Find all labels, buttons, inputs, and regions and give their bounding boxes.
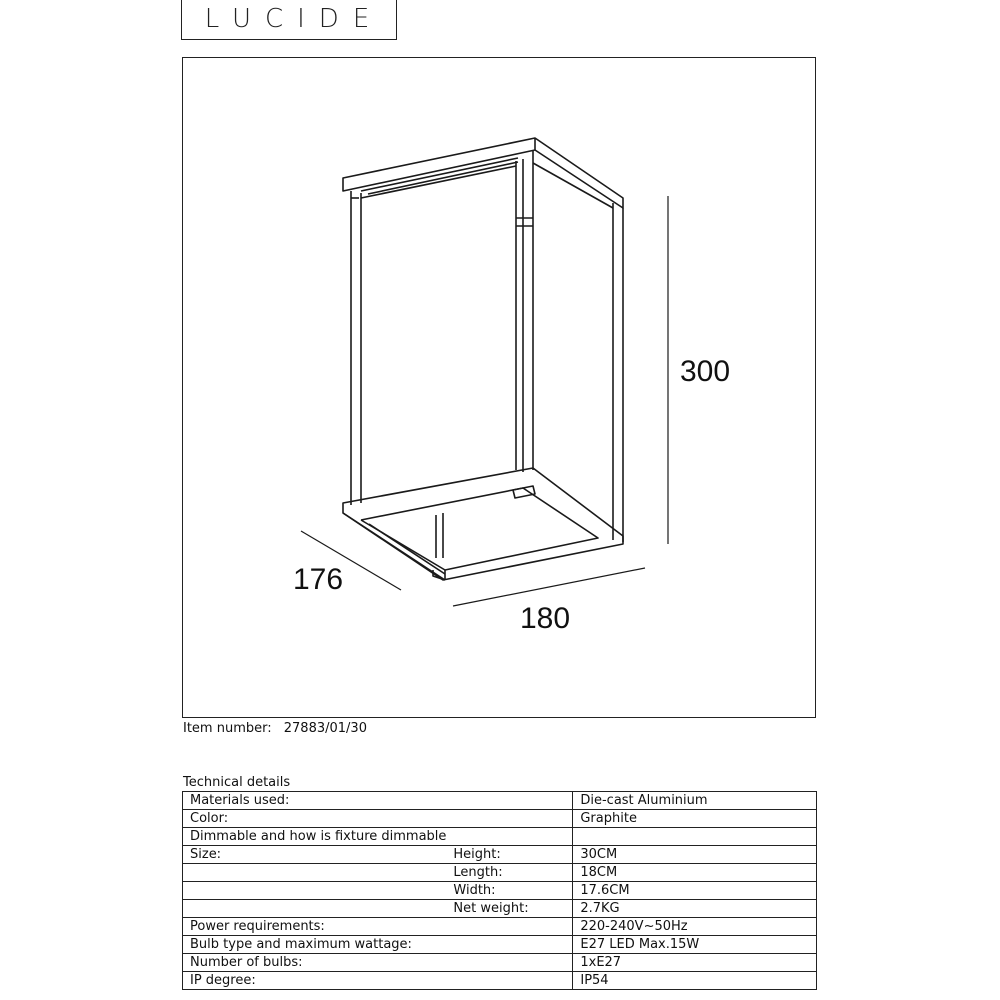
spec-value xyxy=(573,828,817,846)
lamp-base xyxy=(343,468,623,580)
item-number-value: 27883/01/30 xyxy=(283,721,367,736)
table-row xyxy=(183,936,817,954)
table-row xyxy=(183,792,817,810)
spec-sublabel xyxy=(446,828,572,846)
spec-label: Power requirements: xyxy=(183,918,447,936)
spec-value: 17.6CM xyxy=(573,882,817,900)
spec-sublabel: Length: xyxy=(446,864,572,882)
spec-sublabel xyxy=(446,972,572,990)
depth-dimension-label: 176 xyxy=(293,563,344,596)
brand-logo xyxy=(181,0,397,40)
spec-sublabel: Height: xyxy=(446,846,572,864)
table-row xyxy=(183,828,817,846)
spec-value: E27 LED Max.15W xyxy=(573,936,817,954)
spec-sublabel xyxy=(446,954,572,972)
spec-label: Number of bulbs: xyxy=(183,954,447,972)
spec-label: Size: xyxy=(183,846,447,864)
spec-label xyxy=(183,882,447,900)
spec-value: 220-240V~50Hz xyxy=(573,918,817,936)
spec-label: Color: xyxy=(183,810,447,828)
spec-sublabel: Width: xyxy=(446,882,572,900)
table-row xyxy=(183,954,817,972)
spec-value: 18CM xyxy=(573,864,817,882)
product-line-drawing xyxy=(183,58,817,719)
brand-logo-text: LUCIDE xyxy=(204,4,384,34)
spec-value: Graphite xyxy=(573,810,817,828)
table-row xyxy=(183,810,817,828)
spec-label: Bulb type and maximum wattage: xyxy=(183,936,447,954)
spec-label: Dimmable and how is fixture dimmable xyxy=(183,828,447,846)
table-row xyxy=(183,882,817,900)
spec-label xyxy=(183,900,447,918)
technical-details-title: Technical details xyxy=(183,775,291,790)
height-dimension-label: 300 xyxy=(680,355,731,388)
spec-value: 1xE27 xyxy=(573,954,817,972)
technical-details-table xyxy=(182,791,817,990)
table-row xyxy=(183,918,817,936)
product-drawing-frame xyxy=(182,57,816,718)
table-row xyxy=(183,846,817,864)
spec-sublabel: Net weight: xyxy=(446,900,572,918)
spec-label: IP degree: xyxy=(183,972,447,990)
table-row xyxy=(183,864,817,882)
spec-value: IP54 xyxy=(573,972,817,990)
spec-value: Die-cast Aluminium xyxy=(573,792,817,810)
spec-sublabel xyxy=(446,792,572,810)
spec-label xyxy=(183,864,447,882)
spec-value: 30CM xyxy=(573,846,817,864)
spec-label: Materials used: xyxy=(183,792,447,810)
width-dimension-label: 180 xyxy=(520,602,571,635)
spec-sublabel xyxy=(446,810,572,828)
spec-value: 2.7KG xyxy=(573,900,817,918)
item-number-label: Item number: xyxy=(183,721,272,736)
spec-sublabel xyxy=(446,918,572,936)
width-dimension-line xyxy=(453,568,645,606)
table-row xyxy=(183,972,817,990)
item-number xyxy=(183,721,367,736)
spec-sublabel xyxy=(446,936,572,954)
table-row xyxy=(183,900,817,918)
